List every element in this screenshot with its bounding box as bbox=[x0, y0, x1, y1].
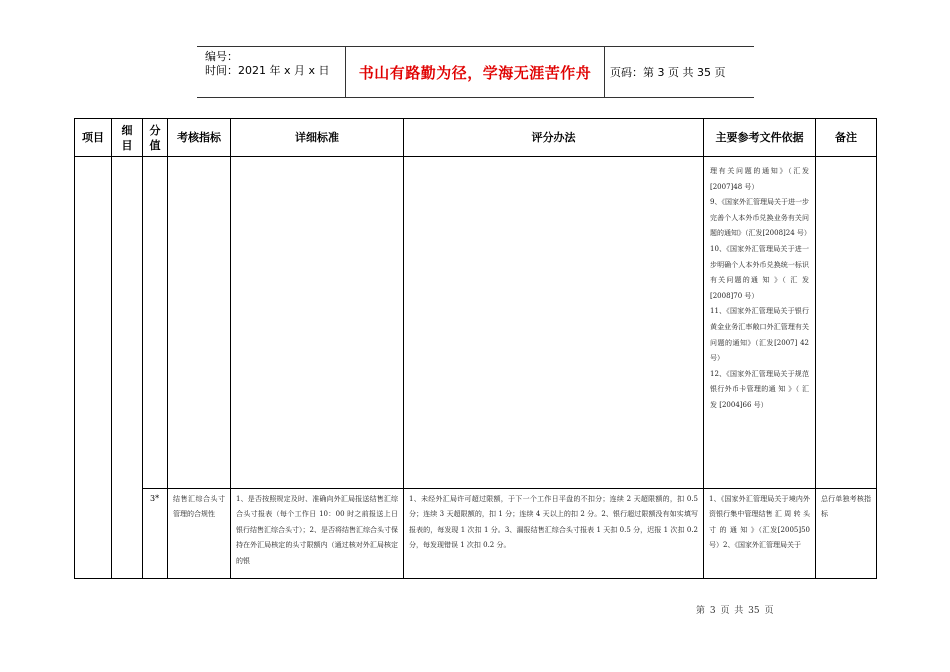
item-cell bbox=[112, 157, 143, 579]
reference-item: 11、《国家外汇管理局关于银行黄金业务汇率敞口外汇管理有关问题的通知》（汇发[2007] 42 号） bbox=[710, 307, 809, 363]
reference-list bbox=[704, 157, 815, 414]
page-footer: 第 3 页 共 35 页 bbox=[696, 606, 774, 616]
assessment-table bbox=[74, 118, 877, 579]
refs-cell: 1、《国家外汇管理局关于境内外资银行集中管理结售 汇 周 转 头 寸 的 通 知 》（汇发[2005]50 号）2、《国家外汇管理局关于 bbox=[704, 489, 816, 579]
header-meta bbox=[197, 47, 345, 97]
indicator-cell bbox=[168, 157, 231, 489]
standard-cell bbox=[231, 157, 404, 489]
indicator-cell: 结售汇综合头寸管理的合规性 bbox=[168, 489, 231, 579]
standard-cell: 1、是否按照规定及时、准确向外汇局报送结售汇综合头寸报表（每个工作日 10：00 时之前报送上日银行结售汇综合头寸）；2、是否将结售汇综合头寸保持在外汇局核定的头寸限额内（通过核对外汇局核定的银 bbox=[231, 489, 404, 579]
slogan: 书山有路勤为径，学海无涯苦作舟 bbox=[358, 63, 592, 82]
col-header-standard: 详细标准 bbox=[231, 119, 404, 157]
col-header-score: 分 值 bbox=[143, 119, 168, 157]
reference-item: 9、《国家外汇管理局关于进一步完善个人本外币兑换业务有关问题的通知》（汇发[2008]24 号） bbox=[710, 198, 811, 238]
col-header-item: 细 目 bbox=[112, 119, 143, 157]
number-label: 编号： bbox=[205, 50, 238, 63]
table-header-row bbox=[75, 119, 877, 157]
reference-item: 理有关问题的通知》（汇发[2007]48 号） bbox=[710, 167, 809, 191]
method-cell: 1、未经外汇局许可超过限额，于下一个工作日平盘的不扣分；连续 2 天超限额的，扣 0.5 分；连续 3 天超限额的，扣 1 分；连续 4 天以上的扣 2 分。2、银行超过限额没有如实填写报表的，每发现 1 次扣 1 分。3、漏报结售汇综合头寸报表 1 天扣 0.5 分，迟报 1 次扣 0.2 分，每发现错误 1 次扣 0.2 分。 bbox=[404, 489, 704, 579]
page-header bbox=[197, 46, 754, 98]
note-cell: 总行单独考核指标 bbox=[816, 489, 877, 579]
score-cell bbox=[143, 157, 168, 489]
col-header-note: 备注 bbox=[816, 119, 877, 157]
time-label: 时间：2021 年 x 月 x 日 bbox=[205, 64, 330, 77]
method-cell bbox=[404, 157, 704, 489]
col-header-indicator: 考核指标 bbox=[168, 119, 231, 157]
table-row bbox=[75, 489, 877, 579]
refs-cell bbox=[704, 157, 816, 489]
header-page-cell bbox=[603, 47, 754, 97]
note-cell bbox=[816, 157, 877, 489]
page-label: 页码：第 3 页 共 35 页 bbox=[610, 66, 726, 79]
table-row bbox=[75, 157, 877, 489]
col-header-refs: 主要参考文件依据 bbox=[704, 119, 816, 157]
score-cell: 3* bbox=[143, 489, 168, 579]
reference-item: 10、《国家外汇管理局关于进一步明确个人本外币兑换统一标识有关问题的通 知 》（ 汇 发 [2008]70 号） bbox=[710, 244, 809, 300]
project-cell bbox=[75, 157, 112, 579]
header-slogan-cell bbox=[345, 47, 605, 97]
col-header-project: 项目 bbox=[75, 119, 112, 157]
col-header-method: 评分办法 bbox=[404, 119, 704, 157]
reference-item: 12、《国家外汇管理局关于规范银行外币卡管理的通 知 》（ 汇 发 [2004]66 号） bbox=[710, 369, 809, 409]
